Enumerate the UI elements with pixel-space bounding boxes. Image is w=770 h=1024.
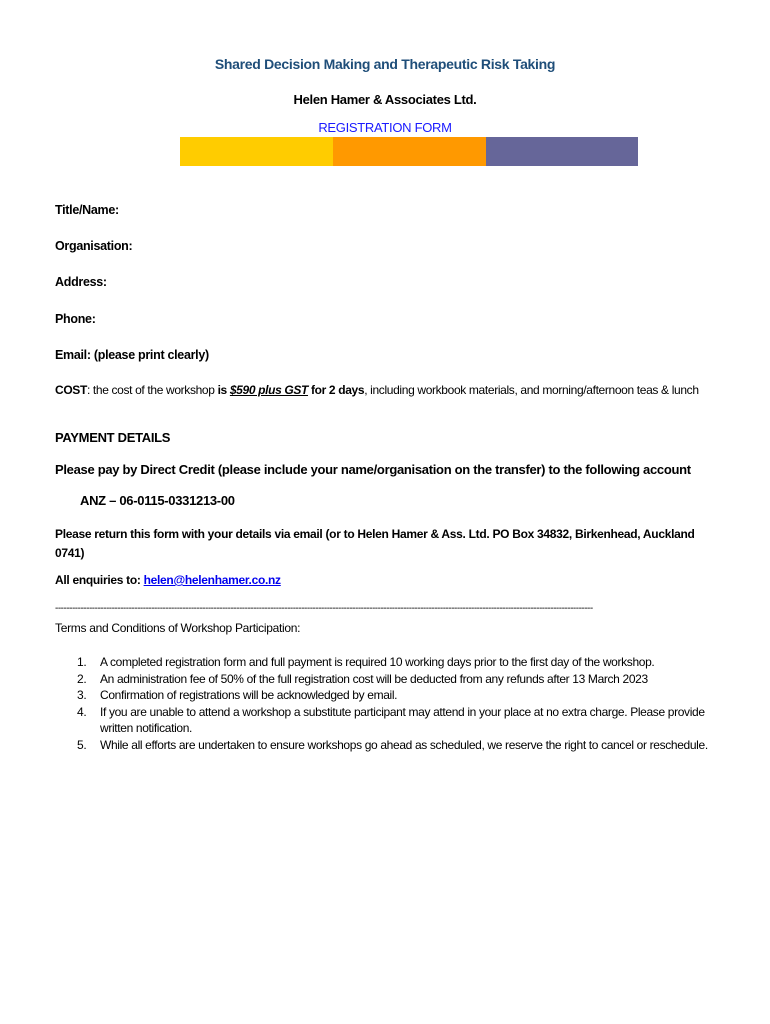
terms-item — [55, 737, 720, 754]
terms-item — [55, 654, 720, 671]
document-title: Shared Decision Making and Therapeutic Risk Taking — [214, 56, 556, 72]
terms-item-number: 3. — [77, 688, 87, 702]
cost-price: $590 plus GST — [229, 383, 309, 397]
form-title: REGISTRATION FORM — [318, 120, 452, 135]
bank-account: ANZ – 06-0115-0331213-00 — [80, 493, 235, 508]
terms-item-text: While all efforts are undertaken to ensure workshops go ahead as scheduled, we reserve the right to cancel or reschedule. — [100, 737, 708, 752]
color-bar-orange — [333, 137, 486, 166]
phone-label: Phone: — [55, 312, 96, 326]
terms-item — [55, 704, 720, 737]
payment-heading: PAYMENT DETAILS — [55, 430, 171, 445]
terms-item-text: If you are unable to attend a workshop a substitute participant may attend in your place at no extra charge. Please provide written notification. — [100, 704, 705, 735]
color-bar-yellow — [180, 137, 333, 166]
cost-duration: for 2 days — [308, 383, 365, 397]
terms-item-text: An administration fee of 50% of the full registration cost will be deducted from any refunds after 13 March 2023 — [100, 671, 648, 686]
terms-item-number: 5. — [77, 737, 87, 752]
enquiries-label: All enquiries to: — [55, 573, 144, 587]
address-label: Address: — [55, 275, 107, 289]
terms-item-text: Confirmation of registrations will be acknowledged by email. — [100, 688, 398, 702]
terms-item — [55, 687, 720, 704]
terms-heading: Terms and Conditions of Workshop Participation: — [55, 621, 301, 635]
divider-line: ---------------------------------------------------------------------------------------------------------------------------------------------------------------------------------------------- — [55, 603, 593, 614]
payment-instruction: Please pay by Direct Credit (please include your name/organisation on the transfer) to the following account — [55, 462, 691, 477]
cost-label: COST — [55, 383, 87, 397]
cost-text-1: : the cost of the workshop — [86, 383, 218, 397]
email-label: Email: (please print clearly) — [55, 348, 209, 362]
terms-item-number: 4. — [77, 704, 87, 719]
terms-list — [55, 654, 720, 753]
organisation-label: Organisation: — [55, 239, 133, 253]
cost-is: is — [217, 383, 230, 397]
enquiries-email-link[interactable]: helen@helenhamer.co.nz — [143, 573, 281, 587]
color-bar-purple — [486, 137, 638, 166]
terms-item-text: A completed registration form and full payment is required 10 working days prior to the first day of the workshop. — [100, 655, 655, 669]
cost-line — [55, 383, 699, 397]
company-name: Helen Hamer & Associates Ltd. — [293, 92, 477, 107]
terms-item-number: 2. — [77, 671, 87, 686]
title-name-label: Title/Name: — [55, 203, 119, 217]
enquiries-line — [55, 573, 281, 587]
terms-item-number: 1. — [77, 655, 87, 669]
return-note: Please return this form with your details via email (or to Helen Hamer & Ass. Ltd. PO Box 34832, Birkenhead, Auckland 0741) — [55, 527, 695, 560]
cost-text-2: , including workbook materials, and morning/afternoon teas & lunch — [364, 383, 699, 397]
terms-item — [55, 671, 720, 688]
